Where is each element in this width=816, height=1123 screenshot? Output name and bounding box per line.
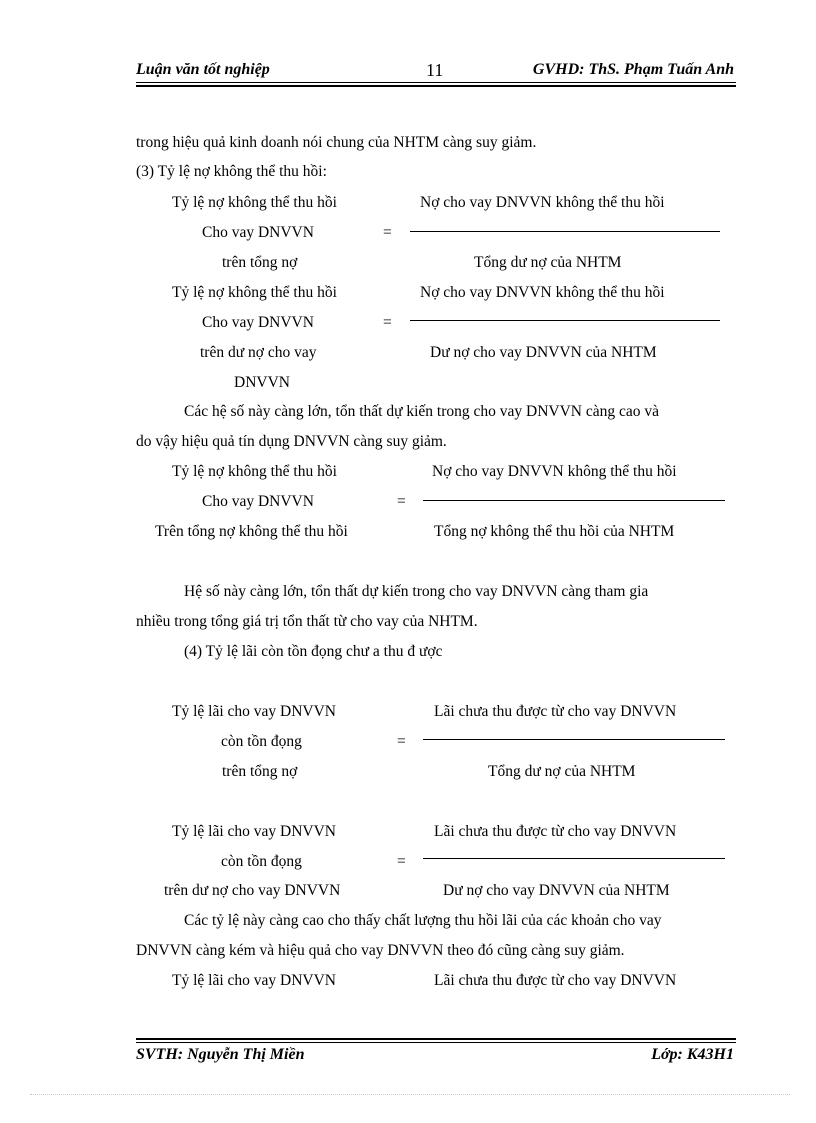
formula-4-denominator: Tổng dư nợ của NHTM: [488, 763, 636, 780]
formula-4-equals: =: [397, 733, 406, 750]
section-3-title: (3) Tỷ lệ nợ không thể thu hồi:: [136, 163, 327, 180]
formula-2-denominator: Dư nợ cho vay DNVVN của NHTM: [430, 344, 657, 361]
header-rule-top: [136, 82, 736, 83]
footer-rule-top: [136, 1038, 736, 1040]
header-left-title: Luận văn tốt nghiệp: [136, 61, 270, 78]
paragraph-3-line1: Hệ số này càng lớn, tổn thất dự kiến trong cho vay DNVVN càng tham gia: [184, 583, 649, 600]
footer-rule-bottom: [136, 1042, 736, 1043]
formula-6-numerator: Lãi chưa thu được từ cho vay DNVVN: [434, 972, 677, 989]
formula-2-label-line4: DNVVN: [234, 374, 290, 391]
formula-5-label-line1: Tỷ lệ lãi cho vay DNVVN: [172, 823, 336, 840]
formula-3-equals: =: [397, 493, 406, 510]
formula-2-numerator: Nợ cho vay DNVVN không thể thu hồi: [420, 284, 665, 301]
formula-1-equals: =: [383, 224, 392, 241]
formula-1-numerator: Nợ cho vay DNVVN không thể thu hồi: [420, 194, 665, 211]
paragraph-4-line1: Các tỷ lệ này càng cao cho thấy chất lượng thu hồi lãi của các khoản cho vay: [184, 912, 662, 929]
header-right-advisor: GVHD: ThS. Phạm Tuấn Anh: [532, 61, 734, 78]
paragraph-2-line2: do vậy hiệu quả tín dụng DNVVN càng suy giảm.: [136, 433, 447, 450]
formula-2-label-line3: trên dư nợ cho vay: [200, 344, 317, 361]
formula-1-denominator: Tổng dư nợ của NHTM: [474, 254, 622, 271]
formula-3-label-line2: Cho vay DNVVN: [202, 493, 314, 510]
formula-4-label-line3: trên tổng nợ: [222, 763, 298, 780]
paragraph-4-line2: DNVVN càng kém và hiệu quả cho vay DNVVN theo đó cũng càng suy giảm.: [136, 942, 625, 959]
formula-6-label-line1: Tỷ lệ lãi cho vay DNVVN: [172, 972, 336, 989]
formula-1-label-line1: Tỷ lệ nợ không thể thu hồi: [172, 194, 337, 211]
formula-2-equals: =: [383, 314, 392, 331]
formula-3-denominator: Tổng nợ không thể thu hồi của NHTM: [434, 523, 675, 540]
header-rule-bottom: [136, 85, 736, 87]
formula-5-label-line3: trên dư nợ cho vay DNVVN: [164, 882, 341, 899]
formula-5-denominator: Dư nợ cho vay DNVVN của NHTM: [443, 882, 670, 899]
footer-class: Lớp: K43H1: [651, 1046, 734, 1063]
formula-1-label-line3: trên tổng nợ: [222, 254, 298, 271]
formula-2-fraction-bar: [410, 320, 720, 321]
formula-4-fraction-bar: [423, 739, 725, 740]
formula-5-fraction-bar: [423, 858, 725, 859]
formula-5-label-line2: còn tồn đọng: [221, 853, 302, 870]
paragraph-2-line1: Các hệ số này càng lớn, tổn thất dự kiến trong cho vay DNVVN càng cao và: [184, 403, 660, 420]
page-edge-dotted-line: [30, 1094, 790, 1095]
formula-2-label-line1: Tỷ lệ nợ không thể thu hồi: [172, 284, 337, 301]
formula-1-label-line2: Cho vay DNVVN: [202, 224, 314, 241]
section-4-title: (4) Tỷ lệ lãi còn tồn đọng chư a thu đ ược: [184, 643, 443, 660]
formula-5-equals: =: [397, 853, 406, 870]
paragraph-intro: trong hiệu quả kinh doanh nói chung của NHTM càng suy giảm.: [136, 134, 537, 151]
formula-3-fraction-bar: [423, 500, 725, 501]
paragraph-3-line2: nhiều trong tổng giá trị tổn thất từ cho vay của NHTM.: [136, 613, 478, 630]
footer-student: SVTH: Nguyễn Thị Miền: [136, 1046, 305, 1063]
page-number: 11: [426, 60, 444, 80]
formula-4-numerator: Lãi chưa thu được từ cho vay DNVVN: [434, 703, 677, 720]
formula-3-numerator: Nợ cho vay DNVVN không thể thu hồi: [432, 463, 677, 480]
formula-4-label-line1: Tỷ lệ lãi cho vay DNVVN: [172, 703, 336, 720]
formula-1-fraction-bar: [410, 231, 720, 232]
formula-5-numerator: Lãi chưa thu được từ cho vay DNVVN: [434, 823, 677, 840]
formula-3-label-line3: Trên tổng nợ không thể thu hồi: [155, 523, 348, 540]
formula-4-label-line2: còn tồn đọng: [221, 733, 302, 750]
formula-2-label-line2: Cho vay DNVVN: [202, 314, 314, 331]
formula-3-label-line1: Tỷ lệ nợ không thể thu hồi: [172, 463, 337, 480]
